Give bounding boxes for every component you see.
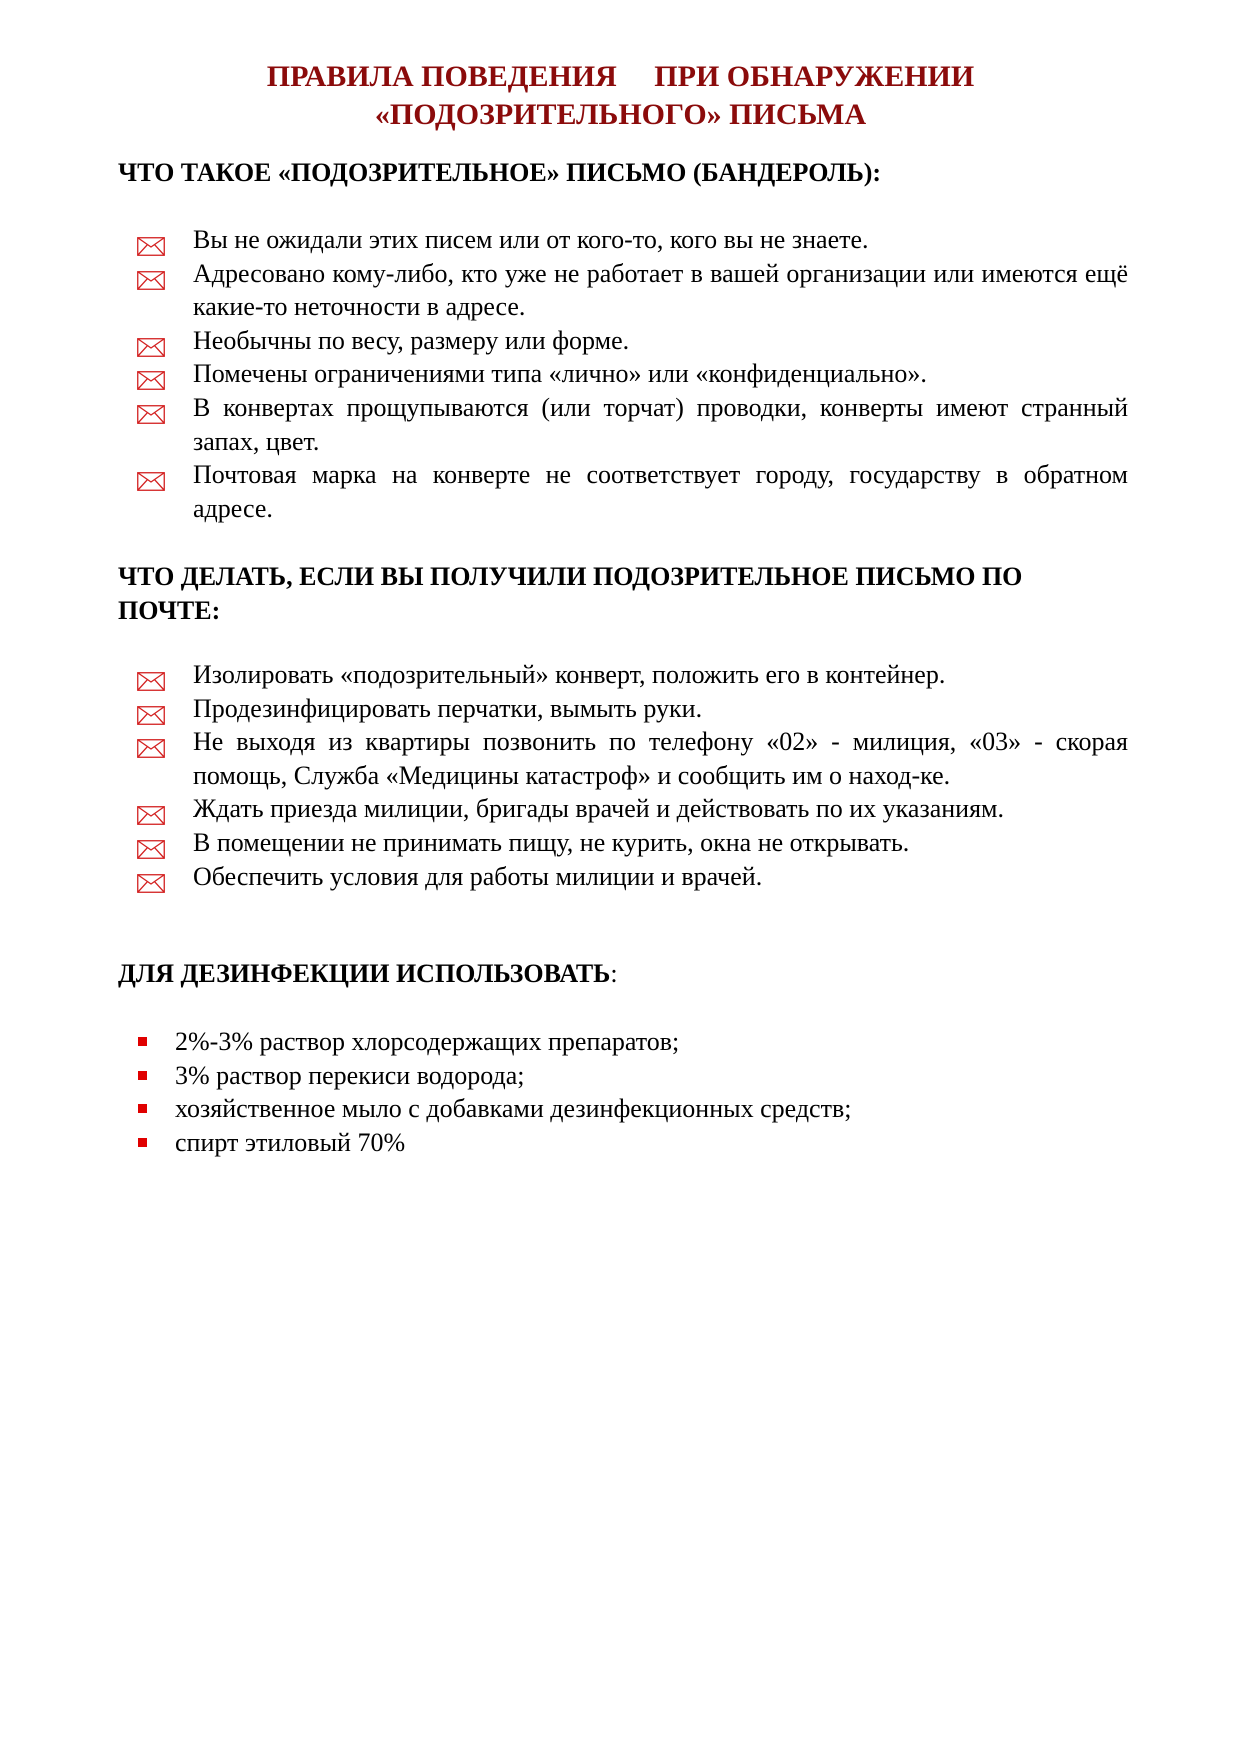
envelope-icon bbox=[137, 868, 165, 887]
envelope-icon bbox=[137, 265, 165, 284]
list-item-text: В помещении не принимать пищу, не курить, окна не открывать. bbox=[193, 827, 910, 857]
section-heading-disinfection bbox=[118, 957, 1128, 991]
envelope-icon bbox=[137, 231, 165, 250]
list-item-text: хозяйственное мыло с добавками дезинфекционных средств; bbox=[175, 1094, 852, 1124]
list-item bbox=[135, 223, 1128, 257]
list-item-text: Изолировать «подозрительный» конверт, положить его в контейнер. bbox=[193, 660, 946, 689]
list-item bbox=[135, 324, 1128, 358]
list-item-text: Обеспечить условия для работы милиции и врачей. bbox=[193, 861, 763, 891]
list-item-text: Необычны по весу, размеру или форме. bbox=[193, 325, 630, 355]
list-item bbox=[135, 860, 1128, 894]
section-heading-what-is-suspicious: ЧТО ТАКОЕ «ПОДОЗРИТЕЛЬНОЕ» ПИСЬМО (БАНДЕРОЛЬ): bbox=[118, 158, 882, 187]
list-item-text: Не выходя из квартиры позвонить по телефону «02» - милиция, «03» - скорая помощь, Служба «Медицины катастроф» и сообщить им о наход-ке. bbox=[193, 727, 1128, 790]
list-item-text: Ждать приезда милиции, бригады врачей и действовать по их указаниям. bbox=[193, 794, 1004, 824]
envelope-icon bbox=[137, 365, 165, 384]
list-item-text: Продезинфицировать перчатки, вымыть руки. bbox=[193, 693, 703, 723]
actions-list bbox=[135, 658, 1128, 893]
list-item-text: Почтовая марка на конверте не соответствует городу, государству в обратном адресе. bbox=[193, 460, 1128, 523]
section-heading-text: ДЛЯ ДЕЗИНФЕКЦИИ ИСПОЛЬЗОВАТЬ bbox=[118, 959, 611, 988]
list-item bbox=[135, 1025, 1128, 1059]
envelope-icon bbox=[137, 733, 165, 752]
square-bullet-icon bbox=[138, 1071, 147, 1080]
envelope-icon bbox=[137, 399, 165, 418]
envelope-icon bbox=[137, 700, 165, 719]
list-item bbox=[135, 725, 1128, 792]
list-item bbox=[135, 792, 1128, 826]
envelope-icon bbox=[137, 800, 165, 819]
envelope-icon bbox=[137, 834, 165, 853]
list-item bbox=[135, 658, 1128, 692]
envelope-icon bbox=[137, 466, 165, 485]
envelope-icon bbox=[137, 666, 165, 685]
page-title-line-2: «ПОДОЗРИТЕЛЬНОГО» ПИСЬМА bbox=[374, 98, 867, 131]
list-item-text: спирт этиловый 70% bbox=[175, 1127, 406, 1157]
list-item-text: Адресовано кому-либо, кто уже не работает в вашей организации или имеются ещё какие-то неточности в адресе. bbox=[193, 258, 1128, 322]
suspicious-signs-list bbox=[135, 223, 1128, 525]
page-title-line-1: ПРАВИЛА ПОВЕДЕНИЯ ПРИ ОБНАРУЖЕНИИ bbox=[266, 60, 975, 93]
list-item bbox=[135, 826, 1128, 860]
list-item-text: 3% раствор перекиси водорода; bbox=[175, 1060, 525, 1090]
list-item bbox=[135, 391, 1128, 458]
square-bullet-icon bbox=[138, 1037, 147, 1046]
list-item-text: В конвертах прощупываются (или торчат) проводки, конверты имеют странный запах, цвет. bbox=[193, 392, 1128, 456]
list-item bbox=[135, 357, 1128, 391]
list-item-text: 2%-3% раствор хлорсодержащих препаратов; bbox=[175, 1027, 680, 1056]
list-item-text: Помечены ограничениями типа «лично» или «конфиденциально». bbox=[193, 359, 927, 389]
list-item bbox=[135, 257, 1128, 324]
page-title bbox=[0, 58, 1241, 134]
envelope-icon bbox=[137, 332, 165, 351]
list-item bbox=[135, 458, 1128, 525]
disinfectants-list bbox=[135, 1025, 1128, 1159]
list-item bbox=[135, 692, 1128, 726]
section-heading-what-to-do: ЧТО ДЕЛАТЬ, ЕСЛИ ВЫ ПОЛУЧИЛИ ПОДОЗРИТЕЛЬНОЕ ПИСЬМО ПО ПОЧТЕ: bbox=[118, 562, 1023, 625]
section-heading-colon: : bbox=[610, 959, 618, 988]
square-bullet-icon bbox=[138, 1138, 147, 1147]
list-item bbox=[135, 1126, 1128, 1160]
square-bullet-icon bbox=[138, 1104, 147, 1113]
list-item bbox=[135, 1092, 1128, 1126]
list-item bbox=[135, 1059, 1128, 1093]
list-item-text: Вы не ожидали этих писем или от кого-то, кого вы не знаете. bbox=[193, 225, 869, 254]
